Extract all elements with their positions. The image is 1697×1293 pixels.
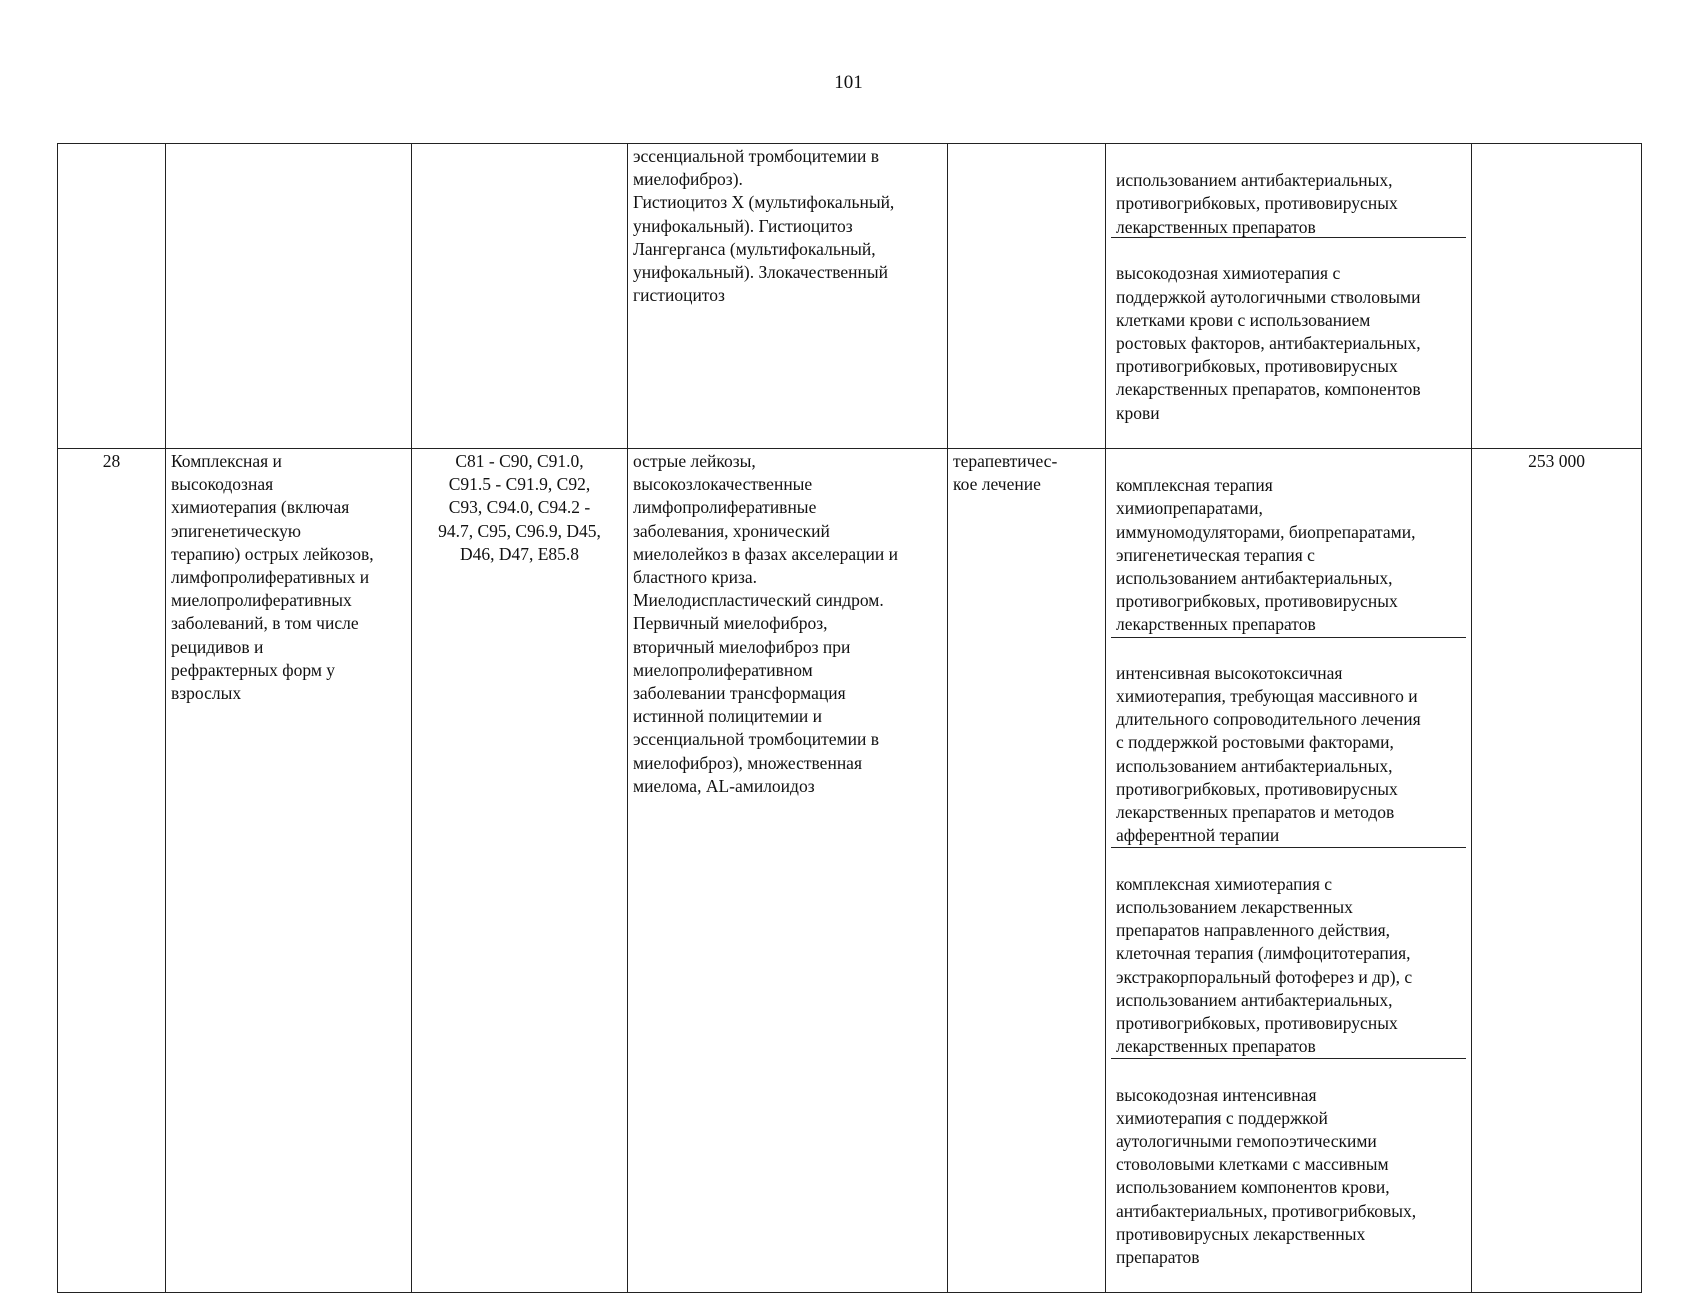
row-number-cell [58, 144, 166, 449]
cost-cell [1472, 144, 1642, 449]
treatment-method: высокодозная интенсивная химиотерапия с поддержкой аутологичными гемопоэтическими стоволовыми клетками с массивным использованием компонентов крови, антибактериальных, противогрибковых, противовирусных лекарственных препаратов [1116, 1084, 1417, 1267]
care-type-cell [166, 144, 412, 449]
patient-model-cell: острые лейкозы, высокозлокачественные лимфопролиферативные заболевания, хронический миелолейкоз в фазах акселерации и бластного криза. Миелодиспластический синдром. Первичный миелофиброз, вторичный миелофиброз при миелопролиферативном заболевании трансформация истинной полицитемии и эссенциальной тромбоцитемии в миелофиброз), множественная миелома, AL-амилоидоз [628, 449, 948, 1293]
icd-codes-cell: C81 - C90, C91.0, C91.5 - C91.9, C92, C93, C94.0, C94.2 - 94.7, C95, C96.9, D45, D46, D47, E85.8 [412, 449, 628, 1293]
treatment-method: комплексная терапия химиопрепаратами, иммуномодуляторами, биопрепаратами, эпигенетическая терапия с использованием антибактериальных, противогрибковых, противовирусных лекарственных препаратов [1111, 473, 1466, 637]
treatment-method: высокодозная химиотерапия с поддержкой аутологичными стволовыми клетками крови с использованием ростовых факторов, антибактериальных, противогрибковых, противовирусных лекарственных препаратов, компонентов крови [1116, 263, 1421, 423]
treatment-type-cell [948, 144, 1106, 449]
care-type-cell: Комплексная и высокодозная химиотерапия (включая эпигенетическую терапию) острых лейкозов, лимфопролиферативных и миелопролиферативных заболеваний, в том числе рецидивов и рефрактерных форм у взрослых [166, 449, 412, 1293]
table-row [58, 449, 1642, 1293]
treatment-methods-cell [1106, 449, 1472, 1293]
table-row-continuation [58, 144, 1642, 449]
icd-codes-cell [412, 144, 628, 449]
treatment-method: использованием антибактериальных, противогрибковых, противовирусных лекарственных препаратов [1111, 168, 1466, 238]
row-number-cell: 28 [58, 449, 166, 1293]
cost-cell: 253 000 [1472, 449, 1642, 1293]
treatment-type-cell: терапевтичес- кое лечение [948, 449, 1106, 1293]
treatment-method: комплексная химиотерапия с использованием лекарственных препаратов направленного действия, клеточная терапия (лимфоцитотерапия, экстракорпоральный фотоферез и др), с использованием антибактериальных, противогрибковых, противовирусных лекарственных препаратов [1111, 872, 1466, 1060]
page-number: 101 [834, 72, 863, 93]
treatment-methods-cell [1106, 144, 1472, 449]
patient-model-cell: эссенциальной тромбоцитемии в миелофиброз). Гистиоцитоз X (мультифокальный, унифокальный). Гистиоцитоз Лангерганса (мультифокальный, унифокальный). Злокачественный гистиоцитоз [628, 144, 948, 449]
treatment-method: интенсивная высокотоксичная химиотерапия, требующая массивного и длительного сопроводительного лечения с поддержкой ростовыми факторами, использованием антибактериальных, противогрибковых, противовирусных лекарственных препаратов и методов афферентной терапии [1111, 661, 1466, 849]
treatment-table [57, 143, 1642, 1293]
